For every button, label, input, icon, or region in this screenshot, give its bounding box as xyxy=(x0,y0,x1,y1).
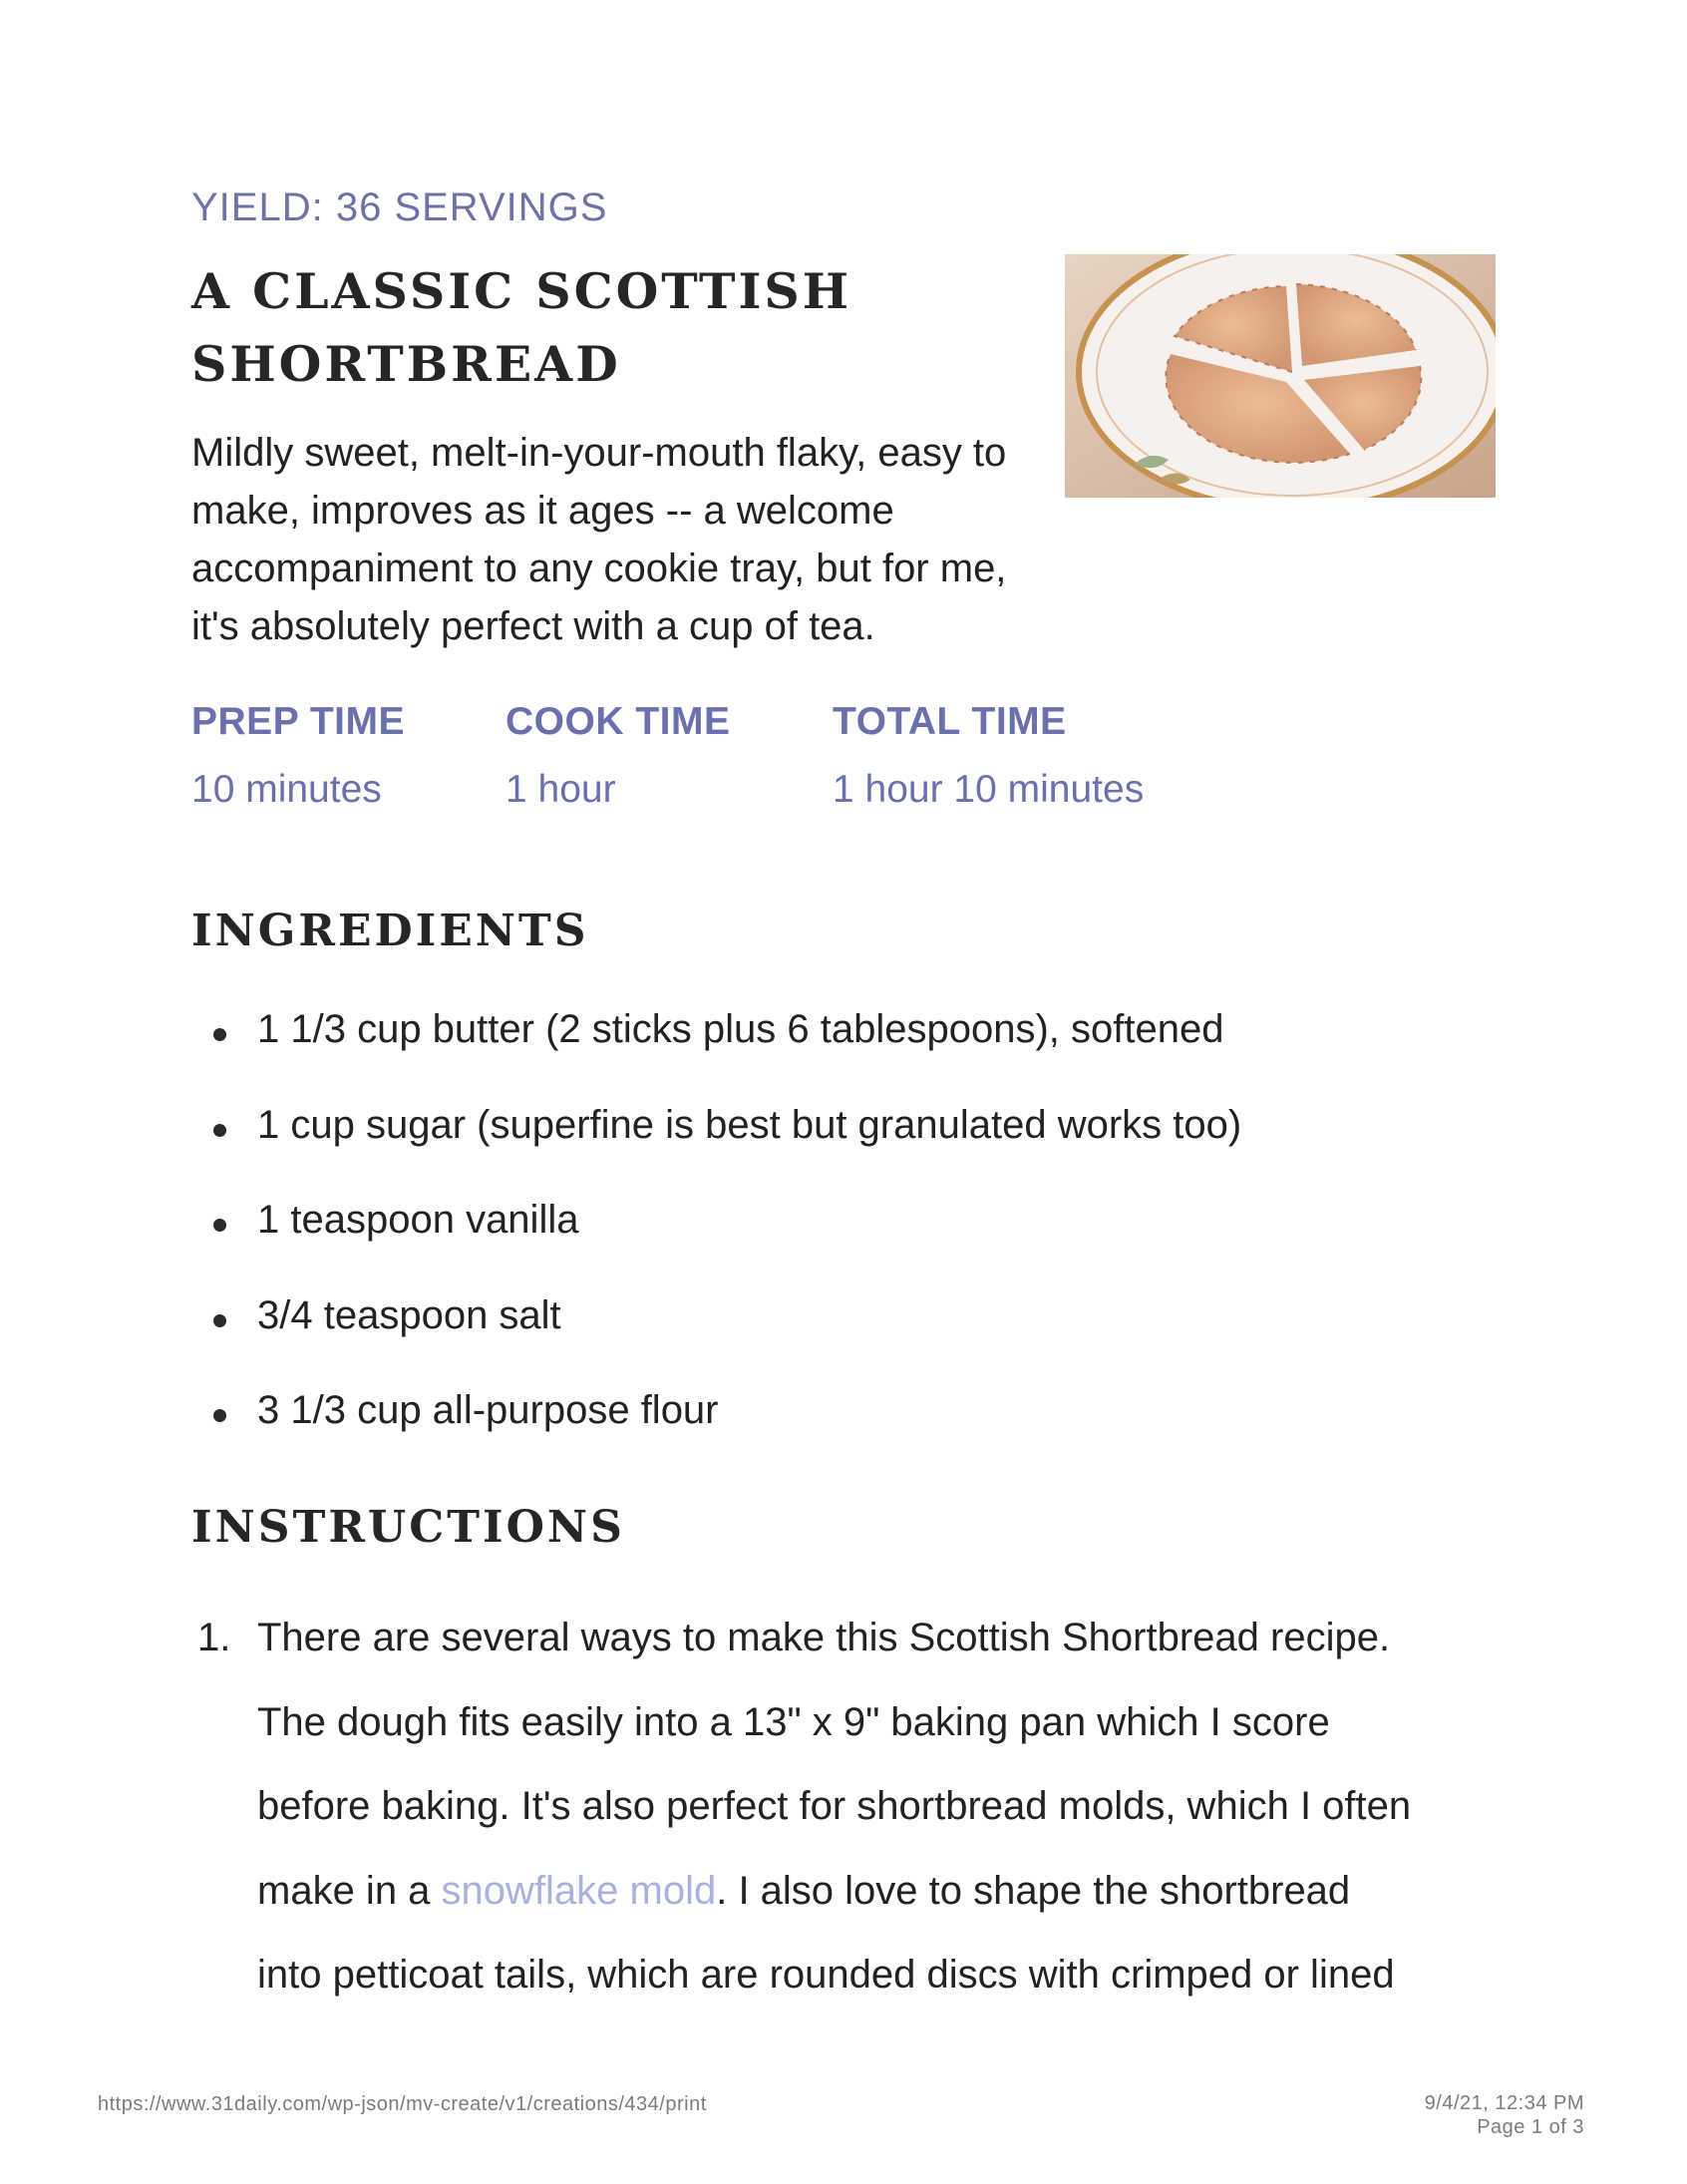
prep-time xyxy=(191,698,405,814)
total-time xyxy=(833,698,1144,814)
recipe-description-text: Mildly sweet, melt-in-your-mouth flaky, easy to make, improves as it ages -- a welcome accompaniment to any cookie tray, but for me, it's absolutely perfect with a cup of tea. xyxy=(191,431,1007,648)
step-text: . I also love to shape the shortbread xyxy=(716,1868,1351,1913)
ingredient-item: 1 cup sugar (superfine is best but granulated works too) xyxy=(191,1101,1241,1197)
footer-url: https://www.31daily.com/wp-json/mv-create/v1/creations/434/print xyxy=(98,2093,707,2115)
step-line: into petticoat tails, which are rounded discs with crimped or lined xyxy=(257,1953,1395,1997)
step-text: make in a xyxy=(257,1868,442,1913)
step-line: There are several ways to make this Scottish Shortbread recipe. xyxy=(257,1616,1391,1659)
prep-time-value: 10 minutes xyxy=(191,768,382,811)
total-time-value: 1 hour 10 minutes xyxy=(833,768,1145,811)
step-line: before baking. It's also perfect for shortbread molds, which I often xyxy=(257,1784,1412,1828)
snowflake-mold-link[interactable]: snowflake mold xyxy=(441,1868,717,1913)
recipe-yield: YIELD: 36 SERVINGS xyxy=(191,185,608,229)
step-number: 1. xyxy=(197,1616,231,1659)
recipe-title-line1: A CLASSIC SCOTTISH xyxy=(191,262,852,320)
ingredients-heading: INGREDIENTS xyxy=(191,906,589,956)
footer-page-number: Page 1 of 3 xyxy=(1477,2116,1584,2138)
ingredient-item: 1 teaspoon vanilla xyxy=(191,1196,1241,1291)
instruction-step xyxy=(191,1596,1488,2017)
footer-datetime: 9/4/21, 12:34 PM xyxy=(1424,2092,1584,2114)
description-spacer xyxy=(1009,424,1488,544)
ingredient-item: 1 1/3 cup butter (2 sticks plus 6 tablespoons), softened xyxy=(191,1005,1241,1101)
ingredient-item: 3 1/3 cup all-purpose flour xyxy=(191,1386,1241,1482)
cook-time xyxy=(506,698,731,814)
cook-time-label: COOK TIME xyxy=(506,700,731,743)
ingredient-item: 3/4 teaspoon salt xyxy=(191,1291,1241,1387)
step-line xyxy=(257,1849,1488,1934)
prep-time-label: PREP TIME xyxy=(191,700,405,743)
instructions-heading: INSTRUCTIONS xyxy=(191,1502,625,1553)
footer-info xyxy=(1425,2091,1584,2139)
recipe-title-line2: SHORTBREAD xyxy=(191,335,621,393)
instructions-list xyxy=(191,1596,1488,2017)
recipe-title xyxy=(191,255,949,401)
step-line: The dough fits easily into a 13" x 9" baking pan which I score xyxy=(257,1699,1330,1744)
total-time-label: TOTAL TIME xyxy=(833,700,1067,743)
ingredients-list xyxy=(191,1005,1241,1482)
recipe-description xyxy=(191,424,1488,655)
cook-time-value: 1 hour xyxy=(506,768,616,811)
